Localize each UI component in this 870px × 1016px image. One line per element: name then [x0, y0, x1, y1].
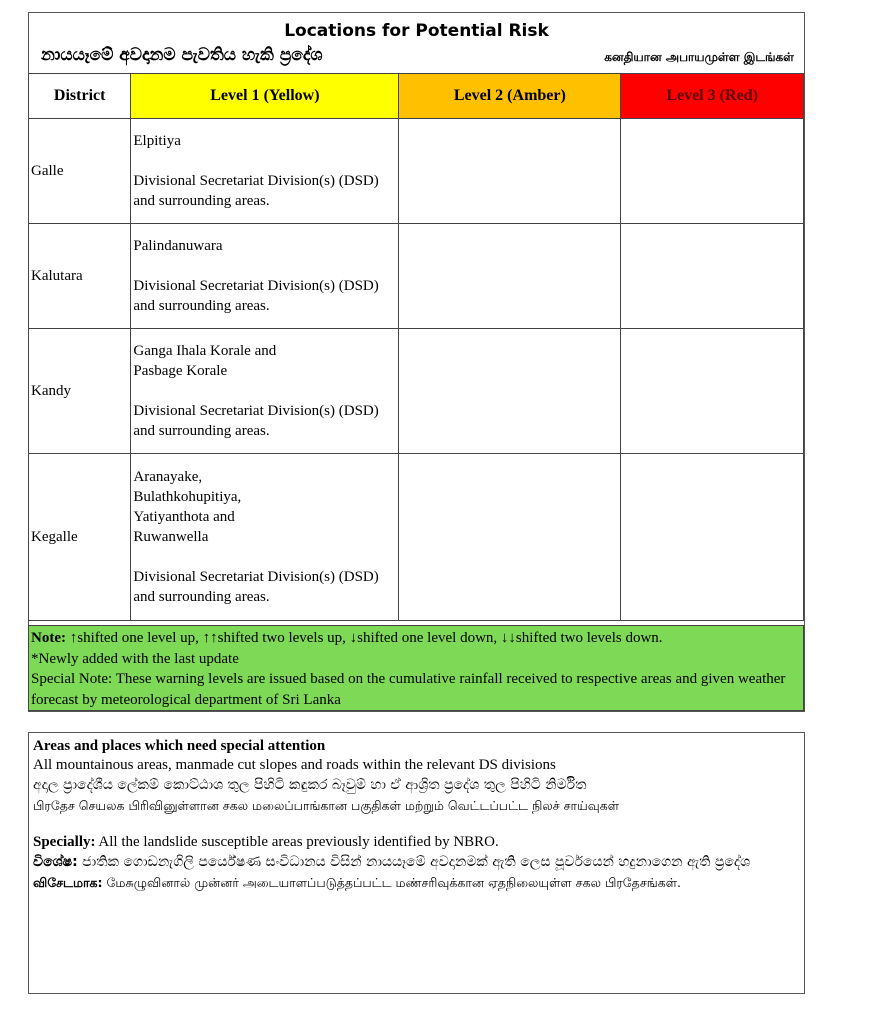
- level1-cell: [131, 224, 399, 329]
- level3-cell: [621, 329, 804, 454]
- level1-cell: [131, 119, 399, 224]
- specially-label-ta: விசேடமாக:: [33, 875, 103, 890]
- area-list: Elpitiya: [133, 133, 181, 149]
- risk-table: [28, 73, 804, 621]
- column-header-district: District: [29, 74, 131, 119]
- special-attention-panel: [28, 732, 805, 994]
- specially-text-si: ජාතික ගොඩනැගිලි පර්යේෂණ සංවිධානය විසින් නායයෑමේ අවදානමක් ඇති ලෙස පූර්වයෙන් හදුනාගෙන ඇති ප්‍රදේශ: [77, 854, 751, 870]
- district-cell: Kalutara: [29, 224, 131, 329]
- level1-cell: [131, 454, 399, 621]
- level1-cell: [131, 329, 399, 454]
- level3-cell: [621, 119, 804, 224]
- specially-label-en: Specially:: [33, 834, 96, 850]
- column-header-level2: Level 2 (Amber): [399, 74, 621, 119]
- attention-heading-text: Areas and places which need special attention: [33, 738, 326, 754]
- area-list: Aranayake, Bulathkohupitiya, Yatiyanthota and Ruwanwella: [133, 469, 242, 545]
- note-arrows-text: ↑shifted one level up, ↑↑shifted two levels up, ↓shifted one level down, ↓↓shifted two levels down.: [65, 630, 663, 646]
- specially-sinhala: [33, 852, 800, 873]
- title-sinhala: නායයෑමේ අවදානම පැවතිය හැකි ප්‍රදේශ: [41, 45, 323, 65]
- attention-tamil: பிரதேச செயலக பிரிவினுள்ளான சகல மலைப்பாங்கான பகுதிகள் மற்றும் வெட்டப்பட்ட நிலச் சாய்வுகள்: [33, 798, 619, 813]
- column-header-level3: Level 3 (Red): [621, 74, 804, 119]
- note-line-arrows: [31, 628, 801, 649]
- level2-cell: [399, 329, 621, 454]
- district-cell: Kegalle: [29, 454, 131, 621]
- district-cell: Galle: [29, 119, 131, 224]
- table-row: [29, 454, 804, 621]
- level3-cell: [621, 454, 804, 621]
- specially-text-en: All the landslide susceptible areas previously identified by NBRO.: [95, 834, 499, 850]
- title-english: Locations for Potential Risk: [284, 21, 549, 41]
- table-row: [29, 329, 804, 454]
- level3-cell: [621, 224, 804, 329]
- dsd-text: Divisional Secretariat Division(s) (DSD) and surrounding areas.: [133, 569, 379, 605]
- note-line-new: *Newly added with the last update: [31, 650, 239, 667]
- specially-tamil: [33, 873, 800, 892]
- dsd-text: Divisional Secretariat Division(s) (DSD) and surrounding areas.: [133, 173, 379, 209]
- area-list: Ganga Ihala Korale and Pasbage Korale: [133, 343, 277, 379]
- column-header-level1: Level 1 (Yellow): [131, 74, 399, 119]
- dsd-text: Divisional Secretariat Division(s) (DSD) and surrounding areas.: [133, 278, 379, 314]
- table-header-row: [29, 74, 804, 119]
- attention-sinhala: අදාල ප්‍රාදේශීය ලේකම් කොට්ඨාශ තුල පිහිටි කඳුකර බෑවුම් හා ඒ ආශ්‍රිත ප්‍රදේශ තුල පිහිටි නිර්මිත: [33, 777, 587, 793]
- area-list: Palindanuwara: [133, 238, 223, 254]
- note-special: Special Note: These warning levels are issued based on the cumulative rainfall received to respective areas and given weather forecast by meteorological department of Sri Lanka: [31, 671, 786, 708]
- attention-english: All mountainous areas, manmade cut slopes and roads within the relevant DS divisions: [33, 757, 556, 773]
- specially-english: [33, 833, 800, 852]
- title-tamil: கனதியான அபாயமுள்ள இடங்கள்: [604, 50, 794, 64]
- note-label: Note:: [31, 630, 66, 646]
- level2-cell: [399, 224, 621, 329]
- table-row: [29, 224, 804, 329]
- dsd-text: Divisional Secretariat Division(s) (DSD) and surrounding areas.: [133, 403, 379, 439]
- spacer: [33, 815, 800, 833]
- level2-cell: [399, 454, 621, 621]
- note-box: [28, 625, 804, 711]
- attention-heading: [33, 737, 800, 756]
- risk-locations-panel: [28, 12, 805, 712]
- table-row: [29, 119, 804, 224]
- district-cell: Kandy: [29, 329, 131, 454]
- specially-label-si: විශේෂ:: [33, 854, 78, 870]
- specially-text-ta: மேசுழுவினால் முன்னர் அடையாளப்படுத்தப்பட்ட மண்சரிவுக்கான ஏதநிலையுள்ள சகல பிரதேசங்கள்.: [102, 875, 681, 890]
- level2-cell: [399, 119, 621, 224]
